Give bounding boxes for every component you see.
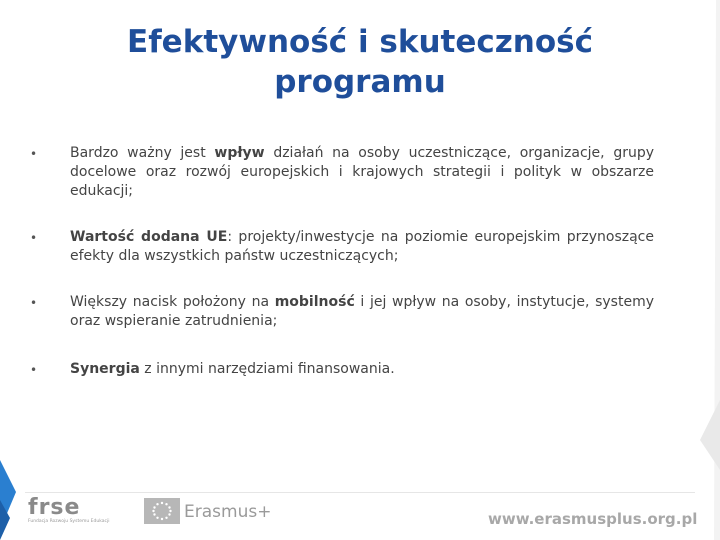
bullet-marker: • xyxy=(30,363,38,377)
bullet-text: działań na osoby uczestniczące, organizacje, grupy docelowe oraz rozwój europejskich i krajowych strategii i polityk w obszarze edukacji; xyxy=(70,145,655,199)
erasmus-plus-logo: Erasmus+ xyxy=(184,502,272,522)
bullet-marker: • xyxy=(30,147,38,161)
bullet-text: i jej wpływ na osoby, instytucje, systemy oraz wspieranie zatrudnienia; xyxy=(70,294,654,329)
frse-logo xyxy=(28,497,118,527)
bullet-marker: • xyxy=(30,231,38,245)
bullet-bold-text: Wartość dodana UE xyxy=(70,229,228,245)
bullet-bold-text: Synergia xyxy=(70,361,140,377)
bullet-text: Bardzo ważny jest xyxy=(70,145,215,161)
frse-logo-subtitle: Fundacja Rozwoju Systemu Edukacji xyxy=(28,519,110,524)
frse-logo-letters: frse xyxy=(28,495,81,520)
bullet-bold-text: wpływ xyxy=(214,145,265,161)
bullet-text: : projekty/inwestycje na poziomie europejskim przynoszące efekty dla wszystkich państw uczestniczących; xyxy=(70,229,654,264)
bullet-text: Większy nacisk położony na xyxy=(70,294,275,310)
bullet-item-mobility xyxy=(70,293,654,331)
bullet-item-impact xyxy=(70,144,654,201)
footer-divider xyxy=(25,492,695,493)
bullet-bold-text: mobilność xyxy=(274,294,355,310)
bullet-text: z innymi narzędziami finansowania. xyxy=(139,361,395,377)
eu-flag-icon xyxy=(144,498,180,524)
bullet-item-eu-value xyxy=(70,228,654,266)
bullet-marker: • xyxy=(30,296,38,310)
website-url: www.erasmusplus.org.pl xyxy=(488,510,698,528)
title-line-2: programu xyxy=(274,64,446,100)
title-line-1: Efektywność i skuteczność xyxy=(127,24,593,60)
bullet-item-synergy xyxy=(70,360,654,379)
